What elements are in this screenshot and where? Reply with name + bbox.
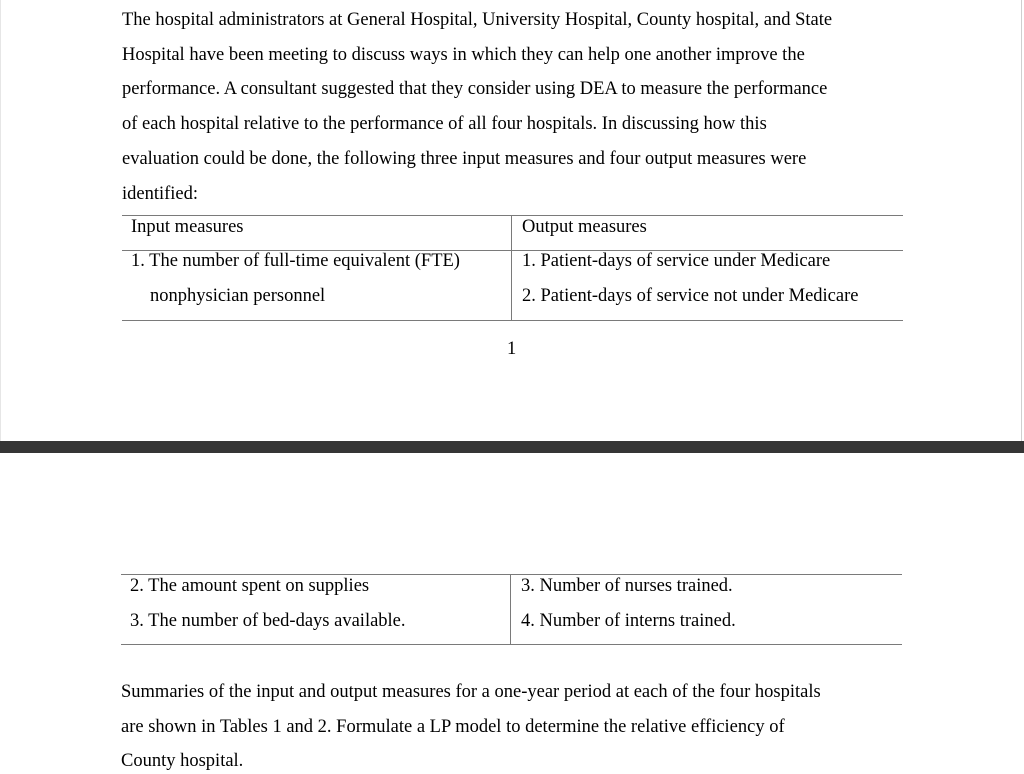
table-row xyxy=(121,576,902,611)
table-row xyxy=(122,251,903,286)
summary-line: are shown in Tables 1 and 2. Formulate a LP model to determine the relative efficiency of xyxy=(121,716,785,737)
page-number: 1 xyxy=(507,339,517,359)
summary-line: County hospital. xyxy=(121,751,244,772)
input-measure-cell: 1. The number of full-time equivalent (FTE) xyxy=(131,251,460,271)
table-row xyxy=(121,611,902,646)
input-measures-header: Input measures xyxy=(131,217,244,237)
input-measure-cell: 2. The amount spent on supplies xyxy=(130,576,370,596)
output-measure-cell: 3. Number of nurses trained. xyxy=(521,576,733,596)
table-header-row xyxy=(122,217,903,251)
output-measures-header: Output measures xyxy=(522,217,647,237)
measures-table-continued xyxy=(121,576,902,646)
input-measure-cell: 3. The number of bed-days available. xyxy=(130,611,406,631)
intro-line: The hospital administrators at General Hospital, University Hospital, County hospital, and State xyxy=(122,10,833,30)
table-top-rule xyxy=(121,574,902,575)
measures-table xyxy=(122,217,903,321)
table-row xyxy=(122,286,903,321)
output-measure-cell: 4. Number of interns trained. xyxy=(521,611,736,631)
table-top-rule xyxy=(122,215,903,216)
page-separator xyxy=(0,441,1024,453)
output-measure-cell: 1. Patient-days of service under Medicare xyxy=(522,251,831,271)
document-page-bottom xyxy=(0,453,1024,774)
intro-line: evaluation could be done, the following three input measures and four output measures were xyxy=(122,148,807,169)
input-measure-cell: nonphysician personnel xyxy=(150,286,326,306)
intro-line: performance. A consultant suggested that they consider using DEA to measure the performance xyxy=(122,79,828,100)
intro-paragraph xyxy=(122,3,912,211)
summary-line: Summaries of the input and output measures for a one-year period at each of the four hospitals xyxy=(121,682,821,702)
intro-line: of each hospital relative to the performance of all four hospitals. In discussing how this xyxy=(122,114,767,135)
intro-line: Hospital have been meeting to discuss ways in which they can help one another improve the xyxy=(122,44,805,65)
intro-line: identified: xyxy=(122,183,199,204)
summary-paragraph xyxy=(121,675,911,774)
output-measure-cell: 2. Patient-days of service not under Medicare xyxy=(522,286,859,306)
